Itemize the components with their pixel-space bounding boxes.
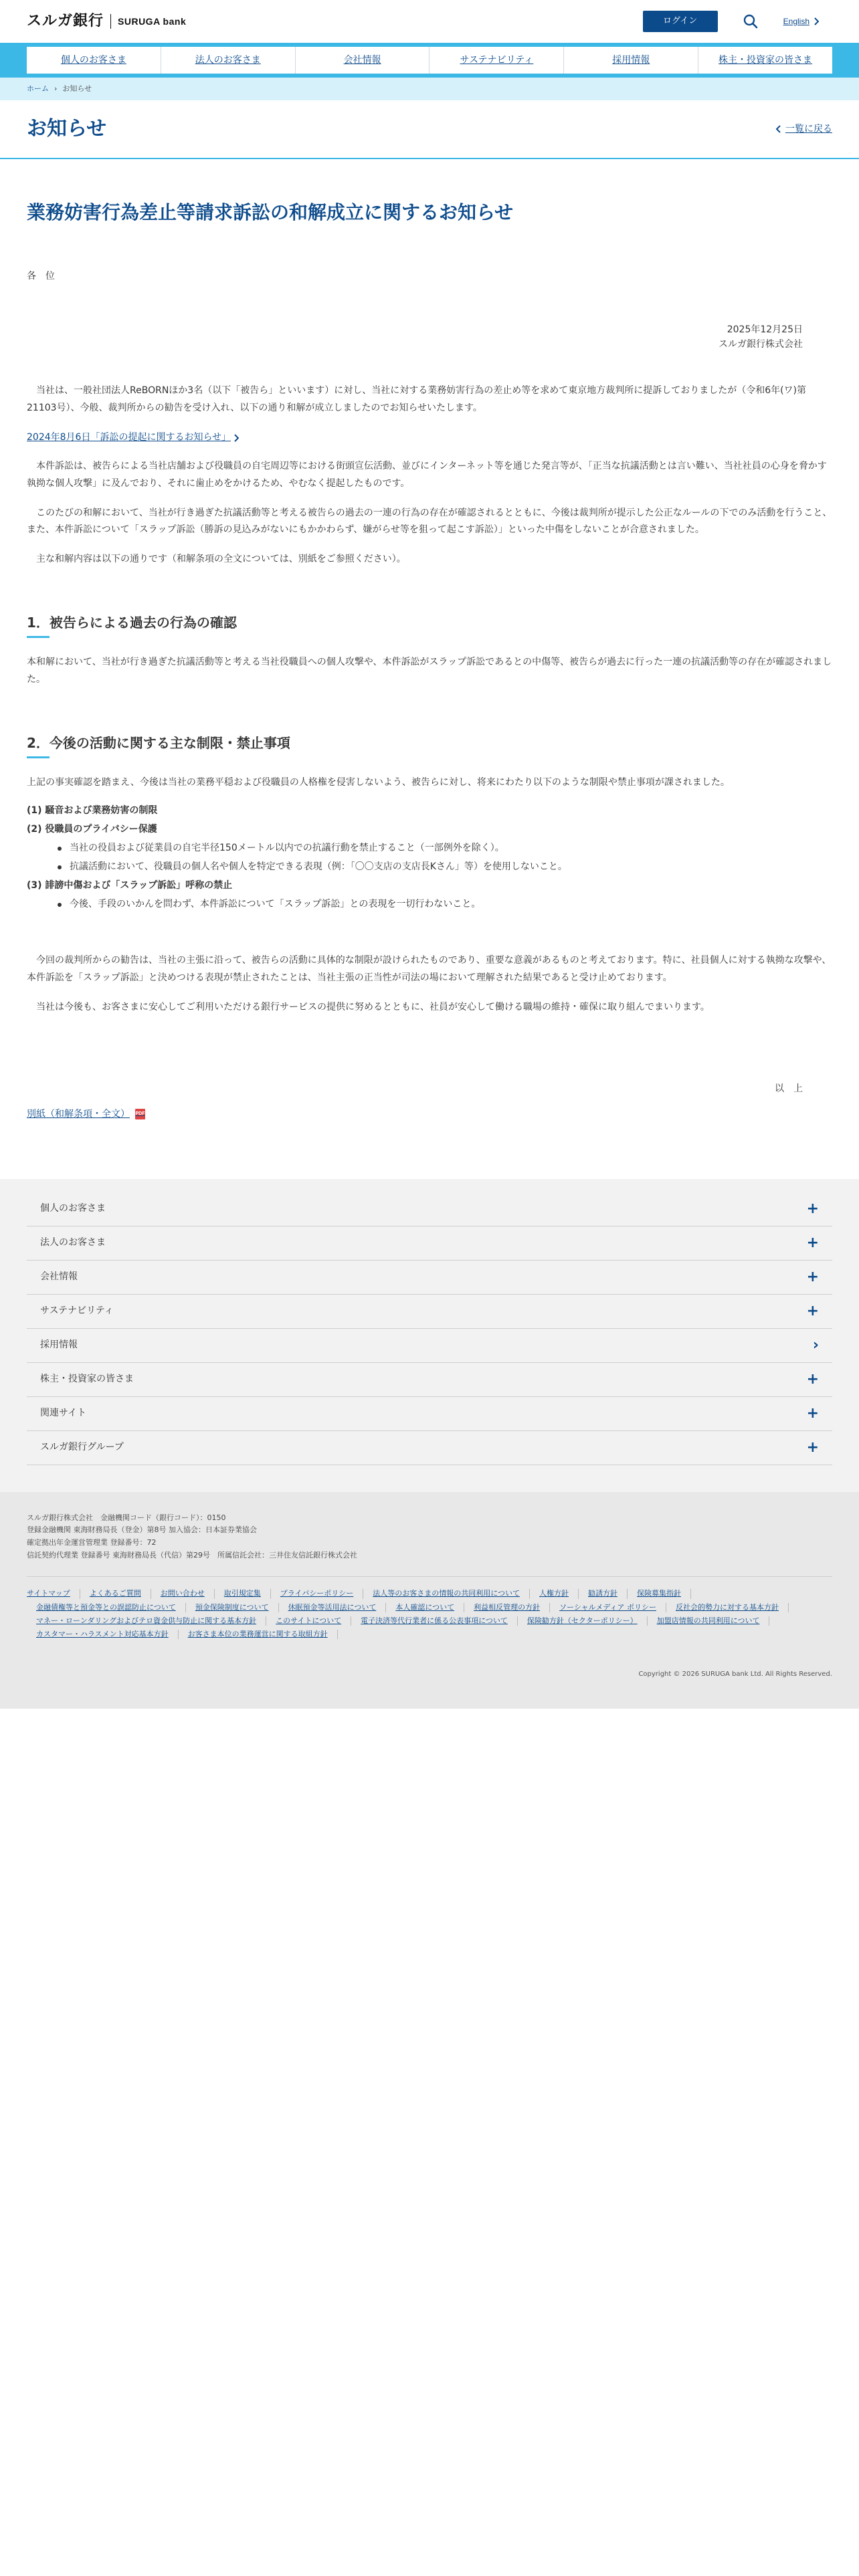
footer-link[interactable]: よくあるご質問 <box>80 1589 151 1598</box>
footer-accordion-item[interactable] <box>27 1431 832 1465</box>
article-title: 業務妨害行為差止等請求訴訟の和解成立に関するお知らせ <box>27 201 514 223</box>
restriction-2-item-a: 当社の役員および従業員の自宅半径150メートル以内での抗議行動を禁止すること（一部例外を除く）。 <box>27 839 832 857</box>
global-nav <box>0 43 859 78</box>
footer-accordion <box>0 1179 859 1492</box>
copyright: Copyright © 2026 SURUGA bank Ltd. All Rights Reserved. <box>638 1671 832 1679</box>
section-2-underline <box>27 756 50 758</box>
closing-mark: 以 上 <box>775 1083 803 1094</box>
restriction-3: (3) 誹謗中傷および「スラップ訴訟」呼称の禁止 <box>27 879 233 891</box>
attachment-link[interactable] <box>27 1106 145 1123</box>
footer-accordion-item[interactable] <box>27 1192 832 1226</box>
chevron-right-icon <box>814 17 819 25</box>
footer-link[interactable]: 本人確認について <box>386 1603 464 1612</box>
section-1-text: 本和解において、当社が行き過ぎた抗議活動等と考える当社役職員への個人攻撃や、本件訴訟がスラップ訴訟であるとの中傷等、被告らが過去に行った一連の抗議活動等の存在が確認されました。 <box>27 657 832 685</box>
footer-accordion-item[interactable] <box>27 1295 832 1329</box>
site-footer <box>0 1492 859 1709</box>
gnav-corporate[interactable]: 法人のお客さま <box>161 47 296 74</box>
paragraph-intro: 当社は、一般社団法人ReBORNほか3名（以下「被告ら」といいます）に対し、当社に対する業務妨害行為の差止め等を求めて東京地方裁判所に提訴しておりましたが（令和6年(ワ)第21103号）、今般、裁判所からの勧告を受け入れ、以下の通り和解が成立しましたのでお知らせいたします。 <box>27 385 807 414</box>
gnav-company[interactable]: 会社情報 <box>296 47 430 74</box>
footer-link[interactable]: 勧誘方針 <box>579 1589 628 1598</box>
footer-link[interactable]: 保険勧方針（セクターポリシー） <box>518 1616 648 1626</box>
page-bottom-space <box>0 1709 859 2576</box>
footer-accordion-label: 法人のお客さま <box>40 1237 106 1249</box>
footer-link[interactable]: 預金保険制度について <box>186 1603 279 1612</box>
paragraph-summary: 主な和解内容は以下の通りです（和解条項の全文については、別紙をご参照ください）。 <box>36 554 406 565</box>
gnav-personal[interactable]: 個人のお客さま <box>27 47 161 74</box>
footer-link[interactable]: カスタマー・ハラスメント対応基本方針 <box>27 1630 179 1639</box>
footer-accordion-item[interactable] <box>27 1261 832 1295</box>
paragraph-significance: 今回の裁判所からの勧告は、当社の主張に沿って、被告らの活動に具体的な制限が設けられたものであり、重要な意義があるものと考えております。特に、社員個人に対する執拗な攻撃や、本件訴訟を「スラップ訴訟」と決めつける表現が禁止されたことは、当社主張の正当性が司法の場において理解された結果であると受け止めております。 <box>27 954 832 983</box>
article <box>0 199 859 1123</box>
footer-link[interactable]: プライバシーポリシー <box>271 1589 363 1598</box>
global-nav-list <box>27 47 832 74</box>
section-2-text: 上記の事実確認を踏まえ、今後は当社の業務平穏および役職員の人格権を侵害しないよう、被告らに対し、将来にわたり以下のような制限や禁止事項が課されました。 <box>27 776 730 788</box>
footer-link[interactable]: 休眠預金等活用法について <box>279 1603 387 1612</box>
gnav-recruit[interactable]: 採用情報 <box>564 47 698 74</box>
footer-accordion-label: 関連サイト <box>40 1408 87 1419</box>
back-to-list-label: 一覧に戻る <box>785 123 832 134</box>
restriction-1: (1) 騒音および業務妨害の制限 <box>27 804 158 816</box>
footer-info-line: スルガ銀行株式会社 金融機関コード（銀行コード）：0150 <box>27 1513 226 1522</box>
footer-accordion-label: スルガ銀行グループ <box>40 1442 124 1453</box>
plus-icon: + <box>806 1438 819 1456</box>
chevron-left-icon <box>776 125 781 133</box>
section-2-title: 2．今後の活動に関する主な制限・禁止事項 <box>27 734 290 751</box>
footer-info-line: 信託契約代理業 登録番号 東海財務局長（代信）第29号 所属信託会社：三井住友信託銀行株式会社 <box>27 1550 357 1560</box>
plus-icon: + <box>806 1302 819 1319</box>
footer-accordion-label: 会社情報 <box>40 1271 78 1283</box>
logo-jp-text: スルガ銀行 <box>27 12 104 29</box>
footer-link[interactable]: 加盟店情報の共同利用について <box>648 1616 770 1626</box>
chevron-right-icon: › <box>812 1336 819 1354</box>
restriction-2: (2) 役職員のプライバシー保護 <box>27 823 157 835</box>
page-header <box>0 100 859 159</box>
breadcrumb <box>0 78 859 100</box>
footer-accordion-item[interactable] <box>27 1329 832 1363</box>
breadcrumb-current: お知らせ <box>62 84 92 94</box>
footer-link[interactable]: お客さま本位の業務運営に関する取組方針 <box>179 1630 338 1639</box>
plus-icon: + <box>806 1404 819 1422</box>
footer-link[interactable]: 法人等のお客さまの情報の共同利用について <box>363 1589 530 1598</box>
footer-link[interactable]: 金融債権等と預金等との誤認防止について <box>27 1603 186 1612</box>
footer-info-line: 確定拠出年金運営管理業 登録番号：72 <box>27 1537 157 1547</box>
footer-link[interactable]: ソーシャルメディア ポリシー <box>550 1603 666 1612</box>
site-logo[interactable] <box>27 9 186 35</box>
footer-accordion-label: 個人のお客さま <box>40 1203 106 1214</box>
english-label: English <box>783 16 809 26</box>
footer-link[interactable]: 保険募集指針 <box>628 1589 691 1598</box>
footer-links <box>27 1589 832 1639</box>
logo-en-text: SURUGA bank <box>118 15 187 27</box>
breadcrumb-separator: › <box>54 84 58 94</box>
plus-icon: + <box>806 1370 819 1388</box>
footer-link[interactable]: 取引規定集 <box>215 1589 271 1598</box>
date-block <box>27 322 832 352</box>
issuer-name: スルガ銀行株式会社 <box>719 339 803 350</box>
english-link[interactable] <box>783 15 819 29</box>
section-1-underline <box>27 636 50 638</box>
section-1-title: 1．被告らによる過去の行為の確認 <box>27 615 237 631</box>
footer-link[interactable]: 電子決済等代行業者に係る公表事項について <box>351 1616 518 1626</box>
search-icon[interactable] <box>742 13 759 30</box>
restrictions-list <box>27 801 832 914</box>
footer-link[interactable]: このサイトについて <box>266 1616 351 1626</box>
page-title: お知らせ <box>27 116 107 140</box>
restriction-2-item-b: 抗議活動において、役職員の個人名や個人を特定できる表現（例：「〇〇支店の支店長Kさん」等）を使用しないこと。 <box>27 857 832 876</box>
footer-link[interactable]: サイトマップ <box>27 1589 80 1598</box>
gnav-sustainability[interactable]: サステナビリティ <box>430 47 564 74</box>
footer-link[interactable]: 人権方針 <box>530 1589 579 1598</box>
footer-accordion-label: 採用情報 <box>40 1339 78 1351</box>
paragraph-commitment: 当社は今後も、お客さまに安心してご利用いただける銀行サービスの提供に努めるとともに、社員が安心して働ける職場の維持・確保に取り組んでまいります。 <box>36 1001 710 1012</box>
footer-link[interactable]: 利益相反管理の方針 <box>464 1603 550 1612</box>
paragraph-background: 本件訴訟は、被告らによる当社店舗および役職員の自宅周辺等における街頭宣伝活動、並びにインターネット等を通じた発言等が、「正当な抗議活動とは言い難い、当社社員の心身を脅かす執拗な個人攻撃」に及んでおり、それに歯止めをかけるため、やむなく提起したものです。 <box>27 460 827 489</box>
footer-divider <box>27 1576 832 1577</box>
footer-info-line: 登録金融機関 東海財務局長（登金）第8号 加入協会：日本証券業協会 <box>27 1525 257 1535</box>
plus-icon: + <box>806 1234 819 1251</box>
article-date: 2025年12月25日 <box>727 324 803 335</box>
login-button[interactable]: ログイン <box>643 11 718 32</box>
footer-accordion-label: 株主・投資家の皆さま <box>40 1374 134 1385</box>
pdf-icon: PDF <box>135 1109 145 1119</box>
footer-accordion-label: サステナビリティ <box>40 1305 114 1317</box>
footer-link[interactable]: マネー・ローンダリングおよびテロ資金供与防止に関する基本方針 <box>27 1616 266 1626</box>
attachment-label: 別紙（和解条項・全文） <box>27 1109 130 1120</box>
footer-accordion-item[interactable] <box>27 1397 832 1431</box>
breadcrumb-home[interactable]: ホーム <box>27 84 49 94</box>
footer-accordion-item[interactable] <box>27 1226 832 1261</box>
related-notice-label: 2024年8月6日「訴訟の提起に関するお知らせ」 <box>27 432 231 443</box>
footer-link[interactable]: お問い合わせ <box>151 1589 215 1598</box>
footer-accordion-item[interactable] <box>27 1363 832 1397</box>
back-to-list-link[interactable] <box>776 121 832 138</box>
paragraph-settlement: このたびの和解において、当社が行き過ぎた抗議活動等と考える被告らの過去の一連の行為の存在が確認されるとともに、今後は裁判所が提示した公正なルールの下でのみ活動を行うこと、また、本件訴訟について「スラップ訴訟（勝訴の見込みがないにもかかわらず、嫌がらせ等を狙って起こす訴訟）」といった中傷をしないことが合意されました。 <box>27 507 832 536</box>
gnav-investors[interactable]: 株主・投資家の皆さま <box>719 54 813 66</box>
footer-link[interactable]: 反社会的勢力に対する基本方針 <box>666 1603 789 1612</box>
chevron-right-icon <box>233 434 239 442</box>
restriction-3-item-a: 今後、手段のいかんを問わず、本件訴訟について「スラップ訴訟」との表現を一切行わないこと。 <box>27 895 832 914</box>
addressee: 各 位 <box>27 271 55 282</box>
plus-icon: + <box>806 1200 819 1217</box>
logo-divider <box>110 14 111 29</box>
site-header <box>0 0 859 43</box>
footer-company-info <box>27 1512 832 1562</box>
plus-icon: + <box>806 1268 819 1285</box>
related-notice-link[interactable] <box>27 429 239 446</box>
